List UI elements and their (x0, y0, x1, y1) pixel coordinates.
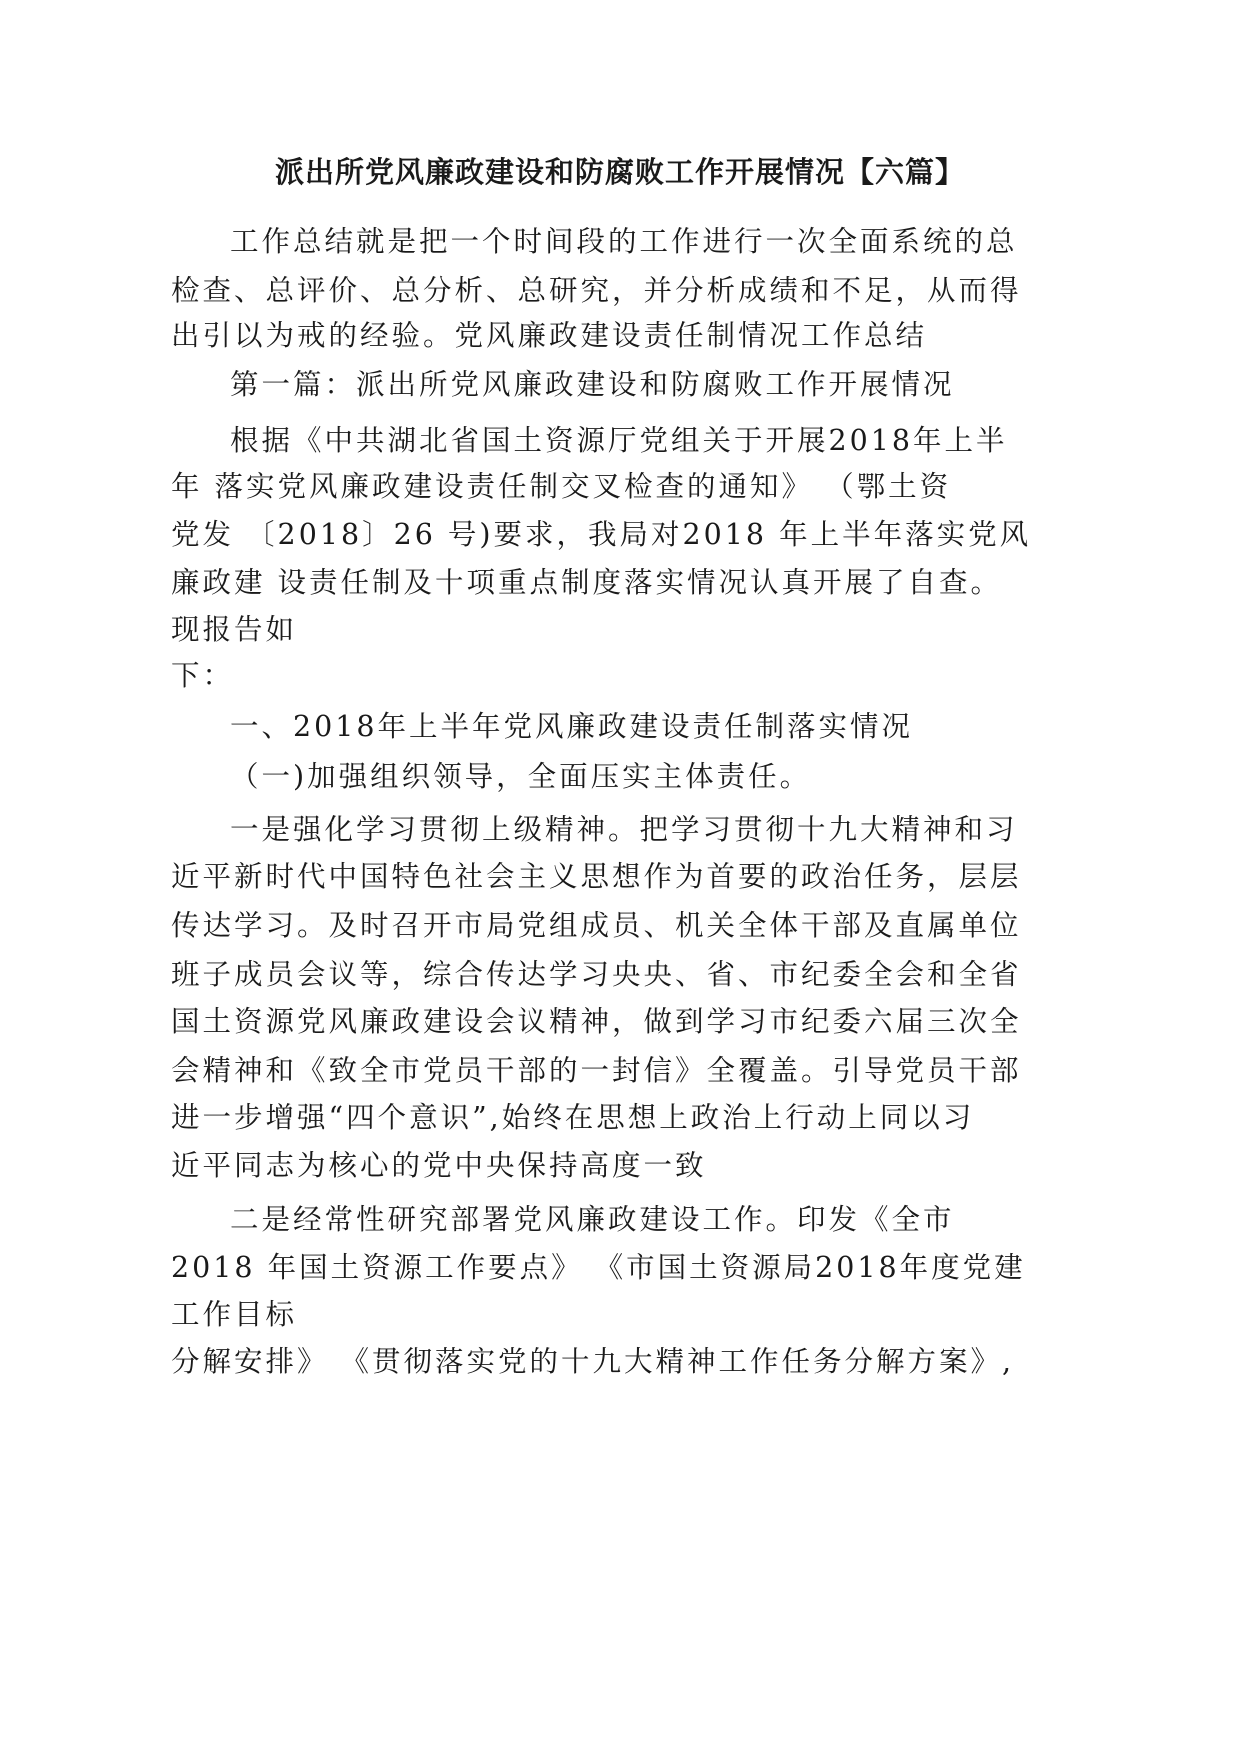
paragraph-line: 国土资源党风廉政建设会议精神，做到学习市纪委六届三次全 (171, 1005, 1022, 1038)
paragraph-line: 传达学习。及时召开市局党组成员、机关全体干部及直属单位 (171, 909, 1022, 942)
subsection-heading: （一)加强组织领导，全面压实主体责任。 (230, 760, 812, 793)
paragraph-line: 分解安排》 《贯彻落实党的十九大精神工作任务分解方案》, (171, 1345, 1015, 1378)
paragraph-line: 出引以为戒的经验。党风廉政建设责任制情况工作总结 (171, 319, 928, 352)
section-heading: 第一篇：派出所党风廉政建设和防腐败工作开展情况 (230, 368, 955, 401)
paragraph-line: 工作目标 (171, 1298, 298, 1331)
paragraph-line: 下： (171, 659, 235, 692)
paragraph-line: 二是经常性研究部署党风廉政建设工作。印发《全市 (230, 1203, 955, 1236)
paragraph-line: 近平同志为核心的党中央保持高度一致 (171, 1149, 707, 1182)
document-title: 派出所党风廉政建设和防腐败工作开展情况【六篇】 (274, 155, 965, 189)
paragraph-line: 近平新时代中国特色社会主义思想作为首要的政治任务，层层 (171, 860, 1022, 893)
section-heading: 一、2018年上半年党风廉政建设责任制落实情况 (230, 710, 914, 743)
paragraph-line: 年 落实党风廉政建设责任制交叉检查的通知》 （鄂土资 (171, 470, 952, 503)
paragraph-line: 廉政建 设责任制及十项重点制度落实情况认真开展了自查。 (171, 566, 1003, 599)
paragraph-line: 现报告如 (171, 613, 298, 646)
paragraph-line: 2018 年国土资源工作要点》 《市国土资源局2018年度党建 (171, 1251, 1026, 1284)
paragraph-line: 班子成员会议等，综合传达学习央央、省、市纪委全会和全省 (171, 958, 1022, 991)
paragraph-line: 一是强化学习贯彻上级精神。把学习贯彻十九大精神和习 (230, 813, 1018, 846)
paragraph-line: 根据《中共湖北省国土资源厅党组关于开展2018年上半 (230, 424, 1008, 457)
paragraph-line: 进一步增强“四个意识”,始终在思想上政治上行动上同以习 (171, 1101, 975, 1134)
paragraph-line: 检查、总评价、总分析、总研究，并分析成绩和不足，从而得 (171, 274, 1022, 307)
paragraph-line: 党发 〔2018〕26 号)要求，我局对2018 年上半年落实党风 (171, 518, 1032, 551)
paragraph-line: 会精神和《致全市党员干部的一封信》全覆盖。引导党员干部 (171, 1054, 1022, 1087)
paragraph-line: 工作总结就是把一个时间段的工作进行一次全面系统的总 (230, 225, 1018, 258)
